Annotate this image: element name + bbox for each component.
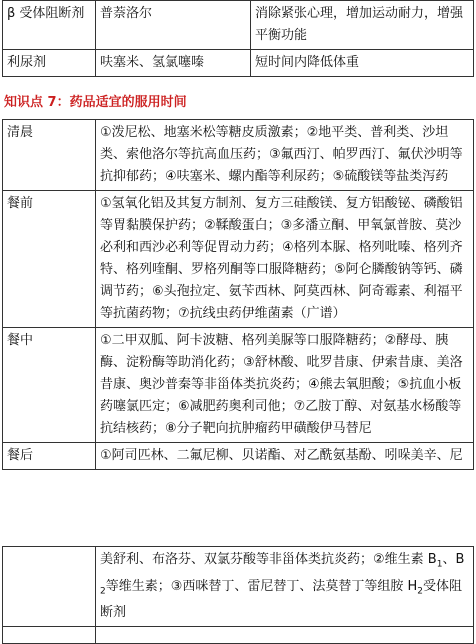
continuation-text: 等维生素；③西咪替丁、雷尼替丁、法莫替丁等组胺 H [105,578,418,594]
subscript: 2 [100,586,106,597]
continuation-text: 美舒利、布洛芬、双氯芬酸等非甾体类抗炎药；②维生素 B [100,552,437,567]
table-row [3,1,474,50]
table-row [3,328,474,443]
drug-name-cell: 普萘洛尔 [96,1,251,50]
time-cell: 餐前 [3,191,96,328]
empty-time-cell [3,547,96,627]
table-row [3,547,474,627]
table-row [3,120,474,191]
empty-cell [3,627,96,644]
drug-effect-table [2,0,474,77]
time-cell: 餐中 [3,328,96,443]
subscript: 2 [417,586,424,597]
continuation-table [2,546,474,644]
empty-cell [96,627,474,644]
table-row [3,191,474,328]
time-cell: 清晨 [3,120,96,191]
drug-name-cell: 呋塞米、氢氯噻嗪 [96,50,251,77]
table-row [3,50,474,77]
continuation-text: 、B [442,552,465,567]
table-row [3,443,474,470]
content-cell: ①二甲双胍、阿卡波糖、格列美脲等口服降糖药；②酵母、胰酶、淀粉酶等助消化药；③舒林酸、吡罗昔康、伊索昔康、美洛昔康、奥沙普秦等非甾体类抗炎药；④熊去氧胆酸；⑤抗血小板药噻氯匹定；⑥减肥药奥利司他；⑦乙胺丁醇、对氨基水杨酸等抗结核药；⑧分子靶向抗肿瘤药甲磺酸伊马替尼 [96,328,474,443]
content-cell: ①泼尼松、地塞米松等糖皮质激素；②地平类、普利类、沙坦类、索他洛尔等抗高血压药；③氟西汀、帕罗西汀、氟伏沙明等抗抑郁药；④呋塞米、螺内酯等利尿药；⑤硫酸镁等盐类泻药 [96,120,474,191]
drug-category-cell: 利尿剂 [3,50,96,77]
drug-category-cell: β 受体阻断剂 [3,1,96,50]
subscript: 1 [436,559,443,570]
drug-effect-cell: 短时间内降低体重 [251,50,474,77]
continuation-text: 受体阻断剂 [100,578,463,621]
section-heading: 知识点 7：药品适宜的服用时间 [4,95,187,110]
drug-effect-cell: 消除紧张心理，增加运动耐力，增强平衡功能 [251,1,474,50]
continuation-content-cell [96,547,474,627]
content-cell: ①氢氧化铝及其复方制剂、复方三硅酸镁、复方铝酸铋、磷酸铝等胃黏膜保护药；②鞣酸蛋白；③多潘立酮、甲氧氯普胺、莫沙必利和西沙必利等促胃动力药；④格列本脲、格列吡嗪、格列齐特、格列喹酮、罗格列酮等口服降糖药；⑤阿仑膦酸钠等钙、磷调节药；⑥头孢拉定、氨苄西林、阿莫西林、阿奇霉素、利福平等抗菌药物；⑦抗线虫药伊维菌素（广谱） [96,191,474,328]
content-cell: ①阿司匹林、二氟尼柳、贝诺酯、对乙酰氨基酚、吲哚美辛、尼 [96,443,474,470]
table-row [3,627,474,644]
time-cell: 餐后 [3,443,96,470]
dosing-time-table [2,119,474,470]
